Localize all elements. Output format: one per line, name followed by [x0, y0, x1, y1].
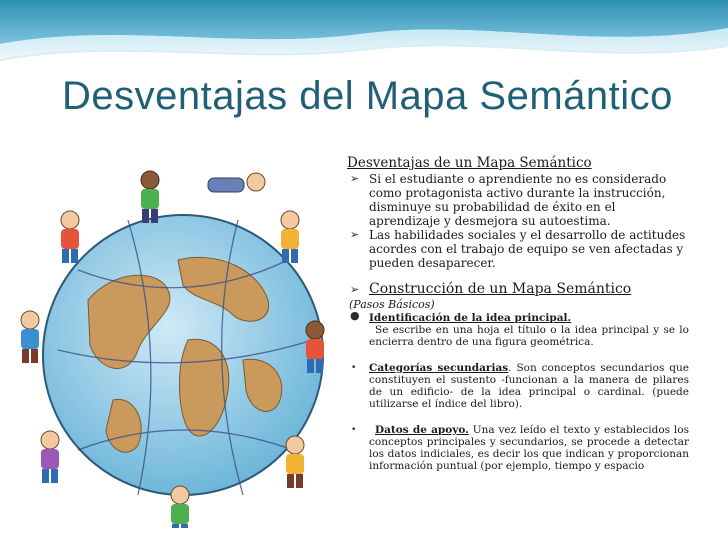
disadvantage-item — [347, 228, 689, 270]
construction-heading: Construcción de un Mapa Semántico — [369, 281, 632, 297]
disadvantages-heading: Desventajas de un Mapa Semántico — [347, 155, 592, 171]
construction-subtitle: (Pasos Básicos) — [349, 298, 435, 311]
step-1-text: Se escribe en una hoja el título o la idea principal y se lo encierra dentro de una figura geométrica. — [369, 324, 689, 348]
dot-bullet-icon: ● — [350, 309, 360, 322]
disadvantage-text: Si el estudiante o aprendiente no es considerado como protagonista activo durante la instrucción, disminuye su probabilidad de éxito en el aprendizaje y desmejora su autoestima. — [369, 172, 667, 228]
step-3 — [347, 424, 689, 472]
step-2-text: . Son conceptos secundarios que constituyen el sustento -funcionan a la manera de pilares de un edificio- de la idea principal o cardinal. (puede utilizarse el índice del libro). — [369, 362, 690, 410]
step-1-label: Identificación de la idea principal. — [369, 312, 572, 324]
slide-body — [347, 156, 689, 472]
step-1 — [347, 309, 689, 324]
arrow-bullet-icon: ➢ — [350, 283, 360, 296]
step-2 — [347, 362, 689, 410]
disadvantage-text: Las habilidades sociales y el desarrollo de actitudes acordes con el trabajo de equipo se ven afectadas y pueden desaparecer. — [369, 228, 686, 270]
disadvantage-item — [347, 172, 689, 228]
dot-bullet-icon: • — [351, 425, 357, 435]
construction-heading-row — [347, 282, 689, 296]
step-3-label: Datos de apoyo. — [375, 424, 469, 436]
dot-bullet-icon: • — [351, 363, 357, 373]
arrow-bullet-icon: ➢ — [350, 172, 360, 185]
header-wave-band — [0, 0, 728, 72]
step-2-label: Categorías secundarias — [369, 362, 509, 374]
arrow-bullet-icon: ➢ — [350, 228, 360, 241]
slide-title: Desventajas del Mapa Semántico — [62, 74, 673, 118]
step-3-text: Una vez leído el texto y establecidos los conceptos principales y secundarios, se procede a detectar los datos indiciales, es decir los que indican y proporcionan información puntual (por ejemplo, tiempo y espacio — [369, 424, 689, 472]
globe-children-illustration — [18, 150, 343, 545]
